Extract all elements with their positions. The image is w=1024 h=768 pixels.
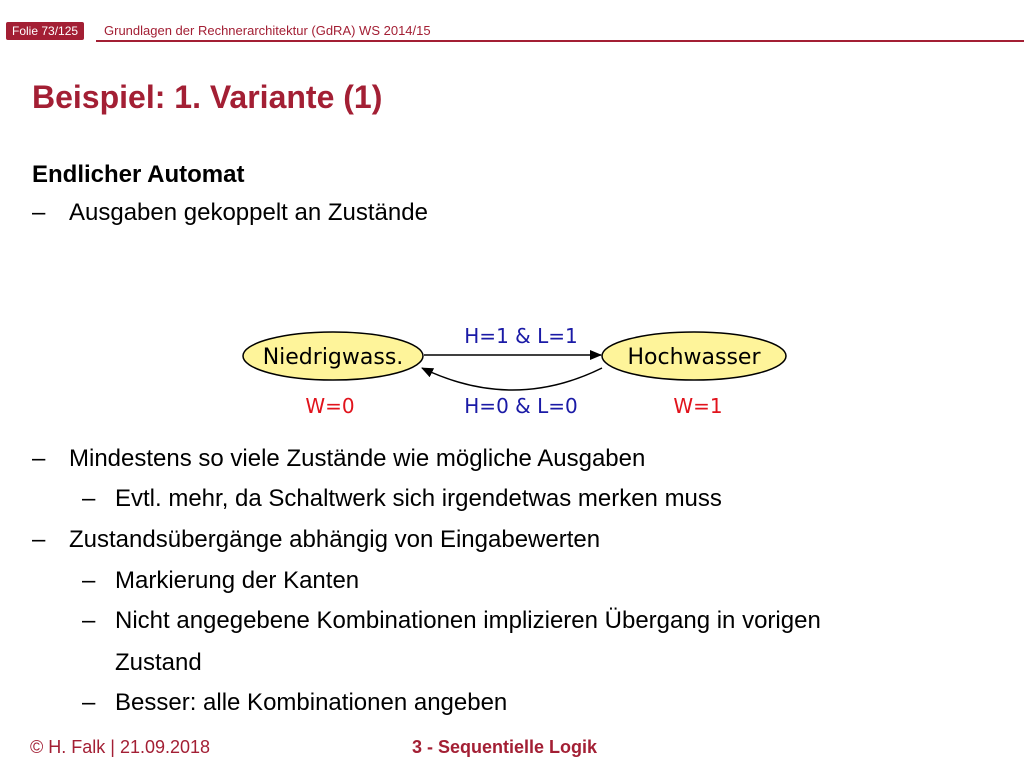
state-hochwasser-label: Hochwasser: [627, 345, 761, 370]
slide-title: Beispiel: 1. Variante (1): [32, 79, 383, 115]
footer-chapter: 3 - Sequentielle Logik: [412, 737, 598, 757]
bullet-text: Zustandsübergänge abhängig von Eingabewerten: [69, 526, 601, 553]
bullet-text: Mindestens so viele Zustände wie mögliche Ausgaben: [69, 445, 646, 472]
course-title: Grundlagen der Rechnerarchitektur (GdRA) WS 2014/15: [104, 23, 431, 38]
bullet-dash: –: [82, 567, 96, 594]
bullet-dash: –: [32, 199, 46, 226]
bullet-text: Ausgaben gekoppelt an Zustände: [69, 199, 428, 226]
state-niedrigwasser-label: Niedrigwass.: [262, 345, 404, 370]
footer-author-date: © H. Falk | 21.09.2018: [30, 737, 211, 757]
output-hochwasser: W=1: [673, 394, 723, 418]
bullet-dash: –: [32, 445, 46, 472]
bullet-dash: –: [82, 485, 96, 512]
bullet-text: Zustand: [115, 649, 202, 676]
bullet-text: Besser: alle Kombinationen angeben: [115, 689, 508, 716]
bullet-dash: –: [82, 689, 96, 716]
edge-back-label: H=0 & L=0: [464, 394, 578, 418]
edge-back-arrow: [422, 368, 602, 390]
bullet-dash: –: [32, 526, 46, 553]
output-niedrigwasser: W=0: [305, 394, 355, 418]
bullet-text: Markierung der Kanten: [115, 567, 360, 594]
bullet-text: Nicht angegebene Kombinationen implizieren Übergang in vorigen: [115, 607, 821, 634]
bullet-dash: –: [82, 607, 96, 634]
slide-number-badge: Folie 73/125: [6, 22, 84, 40]
edge-forward-label: H=1 & L=1: [464, 324, 578, 348]
slide-subtitle: Endlicher Automat: [32, 161, 245, 188]
bullet-text: Evtl. mehr, da Schaltwerk sich irgendetwas merken muss: [115, 485, 722, 512]
